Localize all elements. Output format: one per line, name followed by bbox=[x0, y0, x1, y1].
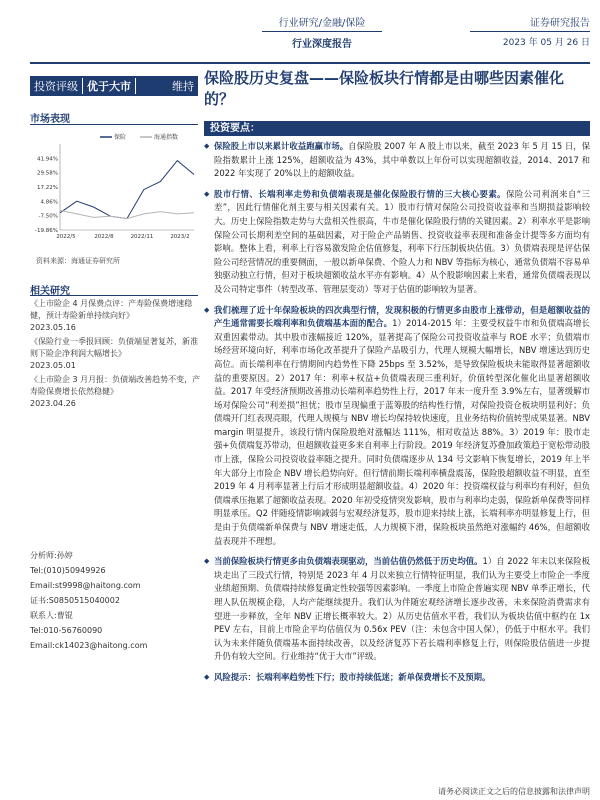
market-chart-svg bbox=[30, 130, 198, 250]
market-rule bbox=[30, 124, 198, 125]
market-chart bbox=[30, 130, 198, 240]
key-point-paragraph bbox=[204, 188, 590, 297]
key-point-text: 1）2014-2015 年：主要受权益牛市和负债端高增长双重因素带动。其中股市涨幅接近 120%，显著提高了保险公司投资收益率与 ROE 水平；负债端市场经营环境向好，利率市场化改革提升了保险产品吸引力，代理人规模大幅增长，NBV 增速达到历史高位。而长端利率在行情期间内趋势性下降 25bps 至 3.52%，是导致保险板块未能取得显著超额收益的重要原因。2）2017 年：利率+权益+负债端表现三重利好，价值转型深化催化出显著超额收益。2017 年受经济预期改善推动长端利率趋势性上行，2017 年末一度升至 3.9%左右，显著缓解市场对保险公司“利差损”担忧；股市呈现偏重于蓝筹股的结构性行情，对保险投资仓板块明显利好；负债端开门红表现亮眼，代理人规模与 NBV 增长均保持较快速度，且业务结构价值转型成果显著。NBV margin 明显提升，该段行情内保险股绝对涨幅达 111%，相对收益达 88%。3）2019 年：股市走强+负债端复苏带动，但超额收益更多来自利率上行阶段。2019 年经济复苏叠加政策趋于宽松带动股市上涨，保险公司投资收益率随之提升。同时负债端逐步从 134 号文影响下恢复增长，2019 年上半年大部分上市险企 NBV 增长趋势向好。但行情前期长端利率横盘震荡，保险股超额收益不明显，直至 2019 年 4 月利率显著上行后才形成明显超额收益。4）2020 年：投资端权益与利率均有利好，但负债端承压拖累了超额收益表现。2020 年初受疫情突发影响，股市与利率均走弱，保险新单保费等同样明显承压。Q2 伴随疫情影响减弱与宏观经济复苏，股市迎来持续上涨，长端利率亦明显修复上行，但是由于负债端新单保费与 NBV 增速走低，人力规模下滑，保险板块虽然绝对涨幅约 46%，但超额收益表现并不理想。 bbox=[214, 318, 591, 546]
chart-series-line bbox=[60, 210, 194, 218]
related-item-title[interactable]: 《上市险企 3 月月报：负债端改善趋势不变，产寿险保费增长依然稳健》 bbox=[30, 375, 201, 396]
chart-y-tick-label: 4.86% bbox=[40, 199, 58, 206]
header-series: 证券研究报告 bbox=[530, 18, 590, 29]
header-date: 2023 年 05 月 26 日 bbox=[502, 38, 590, 48]
related-item[interactable] bbox=[30, 336, 202, 372]
related-item-date: 2023.05.16 bbox=[30, 323, 76, 332]
disclaimer-footer: 请务必阅读正文之后的信息披露和法律声明 bbox=[438, 787, 590, 796]
chart-y-tick-label: -19.86% bbox=[35, 228, 58, 234]
chart-x-tick-label: 2022/5 bbox=[56, 234, 76, 240]
related-item[interactable] bbox=[30, 298, 202, 334]
market-title: 市场表现 bbox=[30, 114, 70, 125]
risk-warning-text: 风险提示：长端利率趋势性下行；股市持续低迷；新单保费增长不及预期。 bbox=[214, 671, 491, 682]
related-item-title[interactable]: 《上市险企 4 月保费点评：产寿险保费增速稳健，预计寿险新单持续向好》 bbox=[30, 299, 193, 320]
related-list bbox=[30, 298, 202, 412]
contact-email[interactable]: Email:ck14023@haitong.com bbox=[30, 641, 148, 650]
key-points-heading: 投资要点： bbox=[204, 121, 590, 136]
related-item-date: 2023.05.01 bbox=[30, 361, 76, 370]
chart-legend-label: 保险 bbox=[114, 134, 127, 141]
key-point-text: 保险公司利润来自“三差”，因此行情催化剂主要与相关因素有关。1）股市行情对保险公司投资收益率和当期损益影响较大。历史上保险指数走势与大盘相关性很高，牛市是催化保险股行情的关键因素。2）利率水平是影响保险公司长期利差空间的基础因素，对于险企产品销售、投资收益率表现和准备金计提等多方面均有影响。整体上看，利率上行容易激发险企估值修复，利率下行压制板块估值。3）负债端表现是评估保险公司经营情况的重要侧面，一般以新单保费、个险人力和 NBV 等指标为核心，通常负债端不容易单独驱动独立行情，但对于板块超额收益水平亦有影响。4）从个股影响因素上来看，通常负债端表现以及公司特定事件（转型改革、管理层变动）等对于估值的影响较为显著。 bbox=[214, 188, 590, 294]
key-point-text: 自保险股 2007 年 A 股上市以来，截至 2023 年 5 月 15 日，保险指数累计上涨 125%，超额收益为 43%，其中单数以上年份可以实现超额收益，2014、2017 和 2022 年实现了 20%以上的超额收益。 bbox=[214, 141, 590, 179]
key-point-lead: 当前保险板块行情更多由负债端表现驱动，当前估值仍然低于历史均值。 bbox=[214, 556, 483, 567]
related-rule bbox=[30, 295, 198, 296]
chart-y-tick-label: 17.22% bbox=[37, 185, 58, 191]
analyst-name: 分析师:孙婷 bbox=[30, 551, 73, 560]
rating-label: 投资评级 bbox=[34, 80, 78, 93]
chart-y-tick-label: 41.94% bbox=[37, 156, 58, 163]
header-category: 行业研究/金融/保险 bbox=[278, 18, 366, 29]
header-report-type: 行业深度报告 bbox=[292, 39, 352, 50]
key-points-body bbox=[204, 140, 590, 692]
rating-value: 优于大市 bbox=[82, 78, 136, 94]
key-point-paragraph bbox=[204, 555, 590, 664]
rating-action: 维持 bbox=[172, 80, 194, 93]
header-category-block bbox=[262, 14, 382, 50]
analyst-tel: Tel:(010)50949926 bbox=[30, 566, 106, 575]
contact-name: 联系人:曹锟 bbox=[30, 611, 73, 620]
key-point-paragraph bbox=[204, 140, 590, 181]
key-point-text: 1）自 2022 年末以来保险板块走出了三段式行情，特别是 2023 年 4 月以来独立行情特征明显，我们认为主要受上市险企一季度业绩超预期、负债端持续修复确定性较强等因素影响。一季度上市险企普遍实现 NBV 单季正增长，代理人队伍规模企稳，人均产能继续提升。我们认为伴随宏观经济增长逐步改善，未来保险消费需求有望进一步释放，全年 NBV 正增长概率较大。2）从历史估值水平看，我们认为板块估值中枢约在 1x PEV 左右，目前上市险企平均估值仅为 0.56x PEV（注：未包含中国人保），仍低于中枢水平。我们认为未来伴随负债端基本面持续改善，以及经济复苏下若长端利率修复上行，则保险股估值进一步提升仍有较大空间。行业维持“优于大市”评级。 bbox=[214, 556, 591, 662]
chart-x-tick-label: 2022/8 bbox=[94, 234, 114, 240]
key-point-paragraph bbox=[204, 304, 590, 549]
chart-series-line bbox=[60, 161, 194, 219]
header-divider-left bbox=[262, 31, 382, 32]
chart-y-tick-label: 29.58% bbox=[37, 170, 58, 177]
contact-tel: Tel:010-56760090 bbox=[30, 626, 103, 635]
chart-x-tick-label: 2023/2 bbox=[170, 234, 190, 240]
related-item-title[interactable]: 《保险行业一季报回顾：负债端显著复苏，新准则下险企净利润大幅增长》 bbox=[30, 337, 198, 358]
chart-x-tick-label: 2022/11 bbox=[130, 234, 154, 240]
chart-legend-label: 海通指数 bbox=[154, 134, 179, 141]
chart-source: 资料来源：海通证券研究所 bbox=[36, 257, 120, 265]
risk-warning bbox=[204, 671, 590, 685]
chart-y-tick-label: -7.50% bbox=[38, 213, 58, 220]
related-item[interactable] bbox=[30, 374, 202, 410]
analyst-email[interactable]: Email:st9998@haitong.com bbox=[30, 581, 141, 590]
rating-badge bbox=[30, 76, 198, 96]
key-point-lead: 保险股上市以来累计收益跑赢市场。 bbox=[214, 141, 349, 151]
header-bar bbox=[30, 62, 590, 64]
key-point-lead: 我们梳理了近十年保险板块的四次典型行情，发现积极的行情更多由股市上涨带动，但是超额收益的产生通常需要长端利率和负债端基本面的配合。 bbox=[214, 304, 590, 329]
header-divider-right bbox=[470, 31, 590, 32]
report-title: 保险股历史复盘——保险板块行情都是由哪些因素催化的？ bbox=[204, 69, 565, 108]
related-title: 相关研究 bbox=[30, 286, 70, 297]
analyst-cert: 证书:S0850515040002 bbox=[30, 596, 120, 605]
key-point-lead: 股市行情、长端利率走势和负债端表现是催化保险股行情的三大核心要素。 bbox=[214, 188, 507, 199]
related-item-date: 2023.04.26 bbox=[30, 399, 76, 408]
analyst-block bbox=[30, 548, 200, 653]
